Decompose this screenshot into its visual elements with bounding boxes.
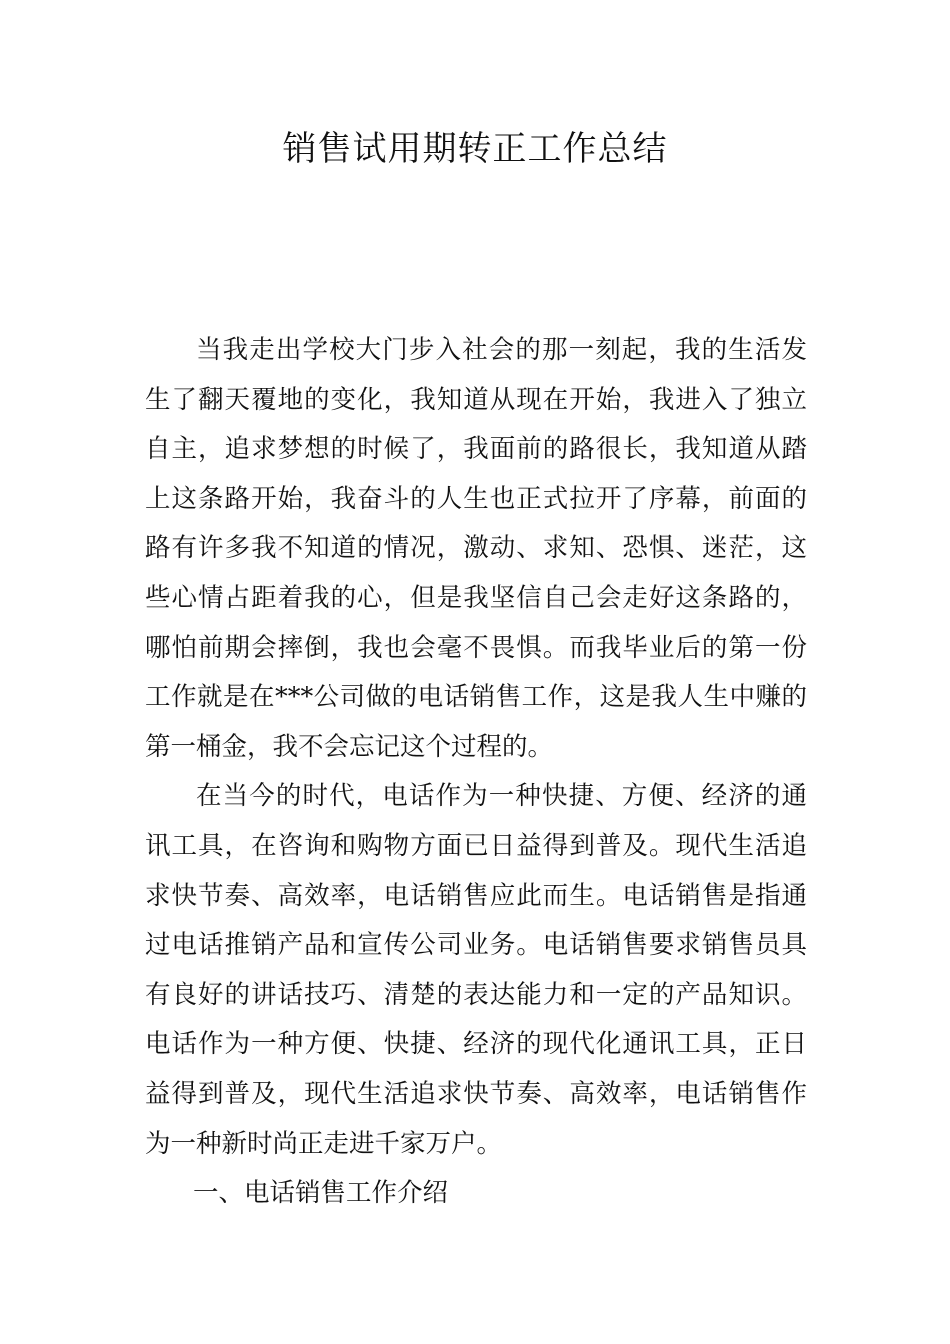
section-heading-1: 一、电话销售工作介绍 [193, 1178, 449, 1209]
document-body [145, 326, 807, 1219]
paragraph-telephone-sales: 在当今的时代，电话作为一种快捷、方便、经济的通讯工具，在咨询和购物方面已日益得到普及。现代生活追求快节奏、高效率，电话销售应此而生。电话销售是指通过电话推销产品和宣传公司业务。电话销售要求销售员具有良好的讲话技巧、清楚的表达能力和一定的产品知识。电话作为一种方便、快捷、经济的现代化通讯工具，正日益得到普及，现代生活追求快节奏、高效率，电话销售作为一种新时尚正走进千家万户。 [145, 781, 807, 1159]
document-title: 销售试用期转正工作总结 [282, 129, 668, 169]
paragraph-intro: 当我走出学校大门步入社会的那一刻起，我的生活发生了翻天覆地的变化，我知道从现在开始，我进入了独立自主，追求梦想的时候了，我面前的路很长，我知道从踏上这条路开始，我奋斗的人生也正式拉开了序幕，前面的路有许多我不知道的情况，激动、求知、恐惧、迷茫，这些心情占距着我的心，但是我坚信自己会走好这条路的，哪怕前期会摔倒，我也会毫不畏惧。而我毕业后的第一份工作就是在***公司做的电话销售工作，这是我人生中赚的第一桶金，我不会忘记这个过程的。 [145, 335, 807, 762]
